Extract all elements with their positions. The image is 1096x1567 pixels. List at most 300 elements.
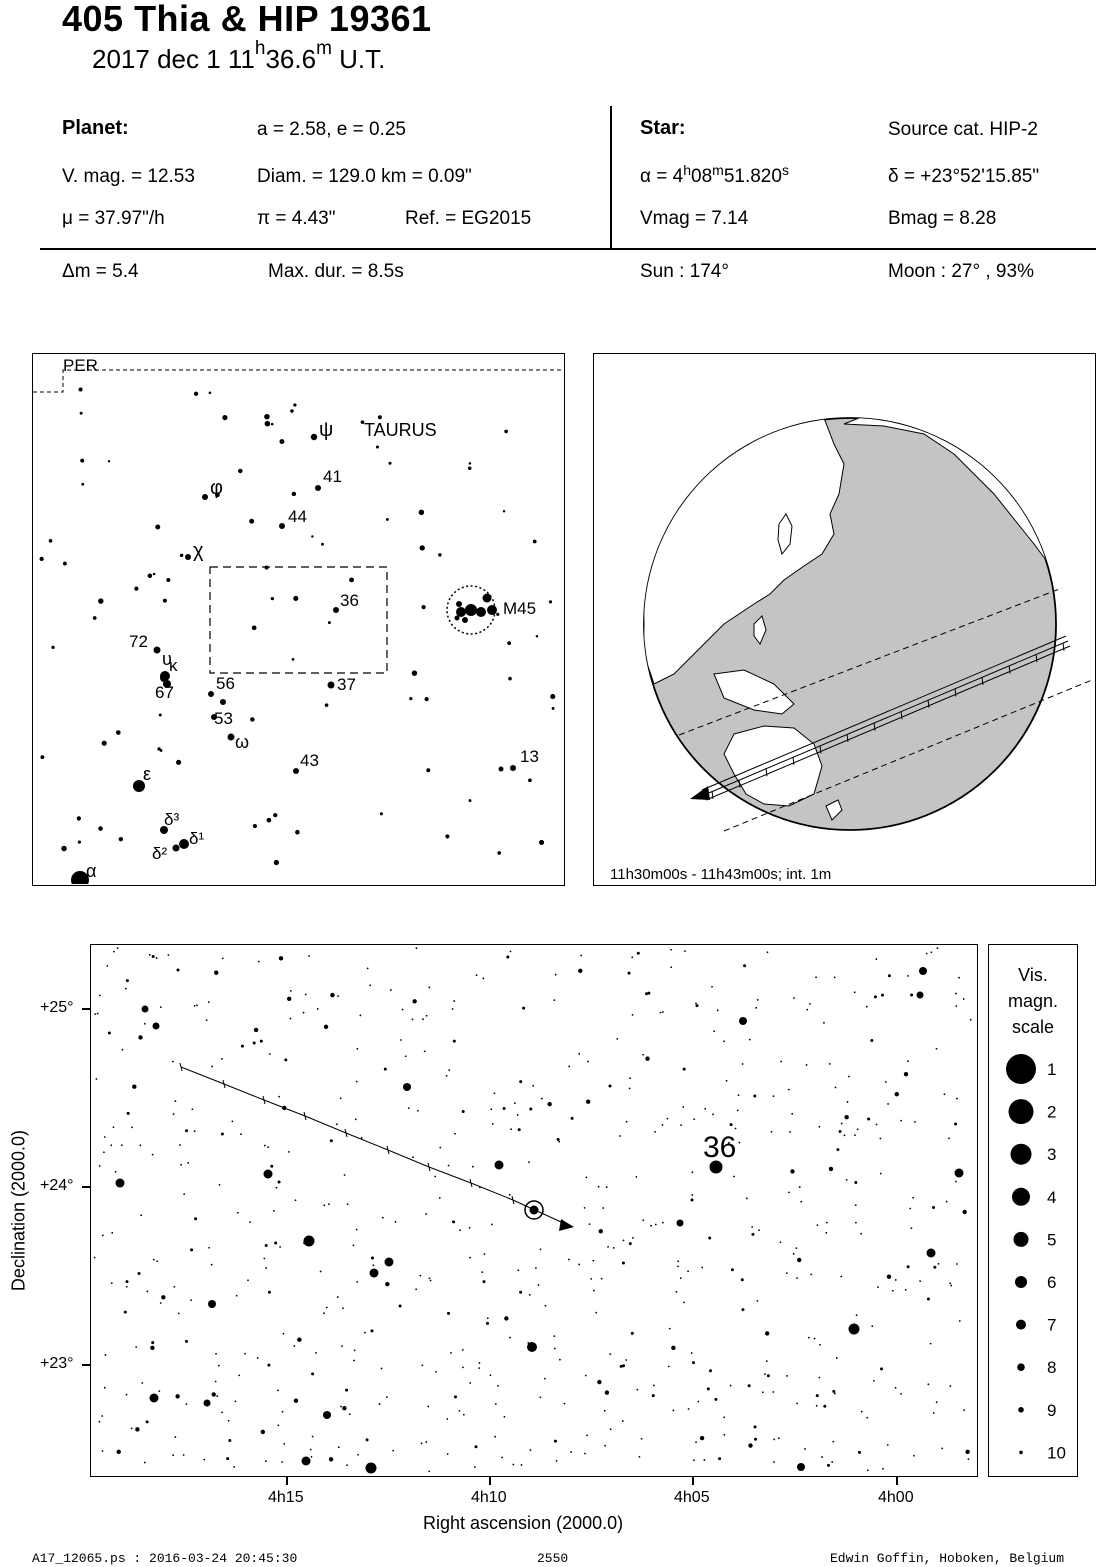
planet-parallax: π = 4.43" (257, 208, 336, 229)
detail-star (253, 1042, 256, 1045)
detail-star (632, 1237, 634, 1239)
detail-star (595, 1312, 597, 1314)
legend-title-1: Vis. (1018, 965, 1048, 985)
detail-star (483, 1280, 486, 1283)
finder-star (476, 607, 486, 617)
detail-star (356, 1048, 358, 1050)
detail-star (861, 1411, 863, 1413)
finder-star (504, 430, 508, 434)
detail-star (338, 1446, 340, 1448)
finder-star (445, 834, 449, 838)
legend-magnitude-label: 1 (1047, 1060, 1057, 1079)
detail-star (530, 1449, 532, 1451)
detail-star (244, 1353, 246, 1355)
detail-star (626, 1121, 628, 1123)
detail-star (834, 1393, 836, 1395)
detail-star (238, 1374, 240, 1376)
finder-star (77, 816, 81, 820)
detail-star (697, 1401, 699, 1403)
detail-star (840, 1276, 842, 1278)
star13-label: 13 (520, 747, 539, 766)
detail-star (885, 1081, 887, 1083)
finder-star (78, 841, 81, 844)
finder-star (419, 510, 424, 515)
detail-star (117, 947, 119, 949)
legend-magnitude-dot (1015, 1276, 1027, 1288)
detail-star (930, 1343, 932, 1345)
finder-star (469, 799, 472, 802)
detail-star (564, 1403, 566, 1405)
detail-star (448, 1165, 450, 1167)
detail-star (944, 1093, 946, 1095)
detail-star (381, 1368, 383, 1370)
detail-star (124, 1311, 127, 1314)
finder-star (265, 421, 271, 427)
detail-star (355, 1119, 357, 1121)
finder-star (409, 697, 412, 700)
planet-orbit: a = 2.58, e = 0.25 (257, 119, 406, 140)
detail-star (927, 1298, 930, 1301)
detail-star (735, 1128, 737, 1130)
finder-star (154, 647, 161, 654)
legend-magnitude-dot (1009, 1099, 1034, 1124)
finder-star (271, 597, 274, 600)
detail-star (683, 1301, 685, 1303)
finder-star (78, 387, 82, 391)
detail-star (680, 1277, 682, 1279)
detail-star (153, 1259, 155, 1261)
detail-star (426, 1015, 428, 1017)
detail-star (914, 1121, 916, 1123)
finder-star (465, 604, 477, 616)
detail-star (584, 1207, 586, 1209)
delta1-label: δ¹ (189, 829, 205, 848)
detail-star (738, 1094, 740, 1096)
detail-star (453, 1000, 455, 1002)
detail-star (751, 1226, 753, 1228)
detail-star (379, 1403, 381, 1405)
detail-star (247, 1279, 249, 1281)
detail-star (762, 1391, 764, 1393)
moon-info: Moon : 27° , 93% (888, 261, 1034, 282)
detail-star (422, 1018, 424, 1020)
detail-star (857, 1129, 859, 1131)
detail-star (597, 1380, 601, 1384)
delta3-label: δ³ (164, 810, 180, 829)
planet-path (181, 1067, 561, 1222)
detail-star (556, 1460, 558, 1462)
star72-label: 72 (129, 632, 148, 651)
finder-star (271, 423, 274, 426)
legend-magnitude-label: 6 (1047, 1273, 1057, 1292)
finder-star (497, 851, 501, 855)
detail-star (589, 1223, 591, 1225)
detail-star (748, 1443, 752, 1447)
detail-star (919, 1280, 921, 1282)
detail-star (212, 1392, 216, 1396)
detail-star (160, 1006, 162, 1008)
finder-star (456, 607, 466, 617)
detail-star (590, 1278, 592, 1280)
detail-star (871, 1325, 873, 1327)
detail-star (731, 1268, 734, 1271)
finder-star (222, 415, 227, 420)
finder-star (108, 460, 110, 462)
finder-star (102, 741, 107, 746)
detail-star (265, 1460, 267, 1462)
detail-star (160, 1302, 162, 1304)
detail-star (482, 978, 484, 980)
detail-star (509, 1337, 511, 1339)
detail-star (677, 1220, 684, 1227)
star67-label: 67 (155, 683, 174, 702)
detail-star (670, 966, 672, 968)
detail-star (323, 1411, 331, 1419)
detail-star (359, 1015, 361, 1017)
detail-star (688, 1408, 690, 1410)
detail-star (655, 1224, 657, 1226)
detail-star (353, 1360, 355, 1362)
detail-star (904, 1072, 908, 1076)
detail-star (476, 974, 478, 976)
detail-star (695, 1441, 697, 1443)
detail-star (131, 1127, 133, 1129)
detail-star (937, 947, 939, 949)
detail-star (860, 1233, 862, 1235)
detail-star (132, 1085, 136, 1089)
finder-star (159, 714, 162, 717)
detail-star (183, 1193, 185, 1195)
finder-star (333, 607, 339, 613)
detail-star (311, 1372, 314, 1375)
detail-star (447, 1312, 450, 1315)
finder-star (528, 778, 532, 782)
finder-star (549, 600, 552, 603)
finder-star (49, 539, 53, 543)
detail-star (421, 1364, 423, 1366)
detail-star (150, 1346, 154, 1350)
m45-label: M45 (503, 599, 537, 618)
detail-star (283, 1443, 285, 1445)
detail-star (816, 1394, 819, 1397)
detail-star (570, 1451, 572, 1453)
detail-star (669, 1328, 671, 1330)
epsilon-label: ε (143, 764, 152, 784)
detail-star (629, 1077, 631, 1079)
detail-star (841, 1123, 843, 1125)
detail-star (183, 1454, 185, 1456)
detail-star (606, 1186, 608, 1188)
detail-star (818, 1126, 820, 1128)
detail-star (849, 1324, 860, 1335)
chi-label: χ (193, 540, 204, 562)
detail-star (454, 1395, 457, 1398)
star36-detail-label: 36 (703, 1131, 737, 1164)
detail-star (357, 1454, 359, 1456)
detail-star (848, 1076, 850, 1078)
detail-star (667, 1118, 669, 1120)
legend-title-3: scale (1011, 1017, 1055, 1037)
detail-star (190, 1248, 193, 1251)
finder-star (290, 409, 294, 413)
detail-star (717, 1009, 719, 1011)
detail-star (179, 1144, 181, 1146)
upsilon-label: υ (162, 649, 172, 669)
detail-star (495, 1161, 504, 1170)
detail-star (235, 1400, 237, 1402)
detail-star (739, 1142, 741, 1144)
detail-star (631, 1332, 634, 1335)
detail-star (276, 1187, 278, 1189)
track-tick (1063, 643, 1064, 651)
detail-star (191, 1108, 193, 1110)
detail-star (277, 1389, 279, 1391)
finder-star (51, 646, 54, 649)
detail-star (95, 1078, 97, 1080)
detail-star (742, 1063, 744, 1065)
detail-star (753, 1094, 756, 1097)
detail-star (347, 1203, 349, 1205)
detail-star (429, 1277, 431, 1279)
detail-star (754, 1438, 757, 1441)
detail-star (146, 1420, 149, 1423)
detail-star (167, 954, 169, 956)
detail-star (529, 1294, 531, 1296)
detail-star (439, 1147, 441, 1149)
detail-star (140, 1214, 142, 1216)
max-duration: Max. dur. = 8.5s (268, 261, 404, 282)
detail-star (839, 1130, 842, 1133)
detail-star (481, 1271, 483, 1273)
detail-star (270, 1165, 273, 1168)
ytick-25: +25° (40, 999, 74, 1016)
detail-star (765, 1331, 769, 1335)
detail-star (337, 1296, 339, 1298)
finder-star (550, 694, 555, 699)
detail-star (486, 1322, 489, 1325)
legend-magnitude-dot (1012, 1188, 1030, 1206)
detail-star (965, 1450, 969, 1454)
detail-star (174, 1436, 176, 1438)
detail-star (825, 1232, 827, 1234)
detail-star (117, 1450, 121, 1454)
detail-star (452, 1008, 454, 1010)
detail-star (173, 1286, 175, 1288)
detail-star (619, 1135, 621, 1137)
detail-star (125, 988, 127, 990)
star-dec: δ = +23°52'15.85" (888, 166, 1040, 187)
finder-star (483, 594, 492, 603)
detail-star (713, 1030, 715, 1032)
detail-star (927, 1249, 936, 1258)
finder-star (293, 403, 296, 406)
detail-star (835, 1087, 837, 1089)
finder-star (295, 830, 300, 835)
detail-star (755, 1007, 757, 1009)
detail-star (187, 1162, 189, 1164)
detail-star (780, 1241, 782, 1243)
detail-star (641, 1438, 643, 1440)
detail-star (399, 1304, 402, 1307)
detail-star (472, 1166, 474, 1168)
detail-star (474, 1466, 476, 1468)
detail-star (887, 1103, 889, 1105)
detail-star (636, 1389, 638, 1391)
finder-star (279, 523, 285, 529)
detail-star (558, 1141, 560, 1143)
detail-star (695, 1003, 697, 1005)
detail-star (412, 1019, 414, 1021)
detail-star (462, 1349, 464, 1351)
detail-star (607, 1246, 609, 1248)
detail-star (823, 1405, 826, 1408)
detail-star (786, 1272, 788, 1274)
detail-star (99, 994, 101, 996)
detail-star (265, 1244, 268, 1247)
detail-star (795, 1247, 797, 1249)
detail-star (793, 1253, 795, 1255)
detail-star (677, 1265, 679, 1267)
detail-star (156, 1260, 158, 1262)
detail-star (645, 992, 648, 995)
detail-star (954, 1123, 957, 1126)
detail-star (553, 1335, 555, 1337)
detail-star (105, 1354, 107, 1356)
detail-star (419, 1275, 421, 1277)
detail-star (283, 1333, 285, 1335)
detail-star (571, 1117, 574, 1120)
finder-star (422, 605, 426, 609)
detail-star (608, 1084, 611, 1087)
detail-star (704, 1108, 706, 1110)
detail-star (662, 1124, 664, 1126)
detail-star (949, 1385, 951, 1387)
footer-number: 2550 (537, 1551, 569, 1566)
detail-star (701, 1267, 703, 1269)
detail-star (518, 1128, 521, 1131)
detail-star (821, 1456, 823, 1458)
detail-star (425, 1213, 427, 1215)
detail-star (797, 1463, 805, 1471)
finder-star (208, 691, 214, 697)
detail-star (696, 1004, 699, 1007)
legend-svg (989, 945, 1077, 1475)
detail-star (385, 1258, 394, 1267)
detail-star (754, 1425, 757, 1428)
detail-star (254, 1028, 258, 1032)
detail-star (303, 1012, 305, 1014)
detail-star (302, 1457, 311, 1466)
planet-vmag: V. mag. = 12.53 (62, 166, 195, 187)
detail-star (228, 1420, 230, 1422)
star36-label: 36 (340, 591, 359, 610)
detail-star (927, 1383, 929, 1385)
detail-star (832, 1390, 835, 1393)
detail-star (131, 1427, 133, 1429)
finder-star (81, 483, 84, 486)
detail-star (364, 1332, 366, 1334)
legend-magnitude-dot (1016, 1320, 1026, 1330)
finder-star (468, 466, 472, 470)
detail-star (385, 1282, 389, 1286)
detail-star (622, 1261, 625, 1264)
detail-star (146, 1291, 148, 1293)
detail-star (684, 950, 686, 952)
detail-star (144, 1023, 146, 1025)
finder-star (249, 519, 254, 524)
detail-star (949, 1282, 951, 1284)
detail-star (733, 1176, 735, 1178)
detail-star (446, 1418, 448, 1420)
finder-star (462, 617, 468, 623)
detail-star (361, 1137, 363, 1139)
detail-star (780, 1061, 782, 1063)
detail-star (405, 1055, 407, 1057)
detail-star (487, 1317, 489, 1319)
detail-star (711, 986, 713, 988)
detail-star (687, 1270, 689, 1272)
finder-star (438, 553, 442, 557)
detail-star (104, 1387, 106, 1389)
finder-star (153, 573, 156, 576)
legend-magnitude-label: 10 (1047, 1443, 1066, 1463)
detail-star (846, 1179, 848, 1181)
detail-star (623, 1239, 625, 1241)
finder-star (209, 391, 212, 394)
detail-star (324, 1025, 328, 1029)
detail-star (887, 1275, 891, 1279)
detail-star (796, 1402, 798, 1404)
detail-star (214, 970, 218, 974)
detail-star (714, 1398, 717, 1401)
detail-star (495, 1403, 497, 1405)
detail-star (880, 1367, 883, 1370)
hour-mark: h (254, 38, 266, 59)
detail-star (867, 1469, 869, 1471)
globe-panel (593, 353, 1096, 886)
detail-star (475, 1445, 478, 1448)
detail-star (452, 1220, 455, 1223)
detail-star (237, 1212, 239, 1214)
detail-star (342, 1307, 344, 1309)
detail-star (585, 1375, 587, 1377)
detail-star (909, 1208, 911, 1210)
detail-area-box (210, 567, 387, 673)
detail-star (172, 1454, 174, 1456)
detail-star (356, 1281, 358, 1283)
detail-star (858, 1451, 861, 1454)
detail-star (568, 1259, 570, 1261)
detail-star (349, 1413, 351, 1415)
detail-star (545, 1305, 547, 1307)
detail-star (559, 1359, 561, 1361)
xtick-410: 4h10 (471, 1489, 507, 1506)
detail-star (662, 1011, 664, 1013)
ytick-mark-24 (82, 1186, 90, 1188)
detail-star (764, 1373, 766, 1375)
detail-star (585, 1176, 587, 1178)
detail-star (315, 1352, 317, 1354)
detail-star (121, 1144, 123, 1146)
omega-label: ω (235, 732, 250, 752)
detail-star (604, 1410, 606, 1412)
ytick-mark-23 (82, 1364, 90, 1366)
legend-magnitude-dot (1017, 1363, 1025, 1371)
detail-star (233, 1466, 235, 1468)
detail-star (428, 1470, 430, 1472)
detail-star (800, 1201, 802, 1203)
detail-star (703, 1459, 705, 1461)
